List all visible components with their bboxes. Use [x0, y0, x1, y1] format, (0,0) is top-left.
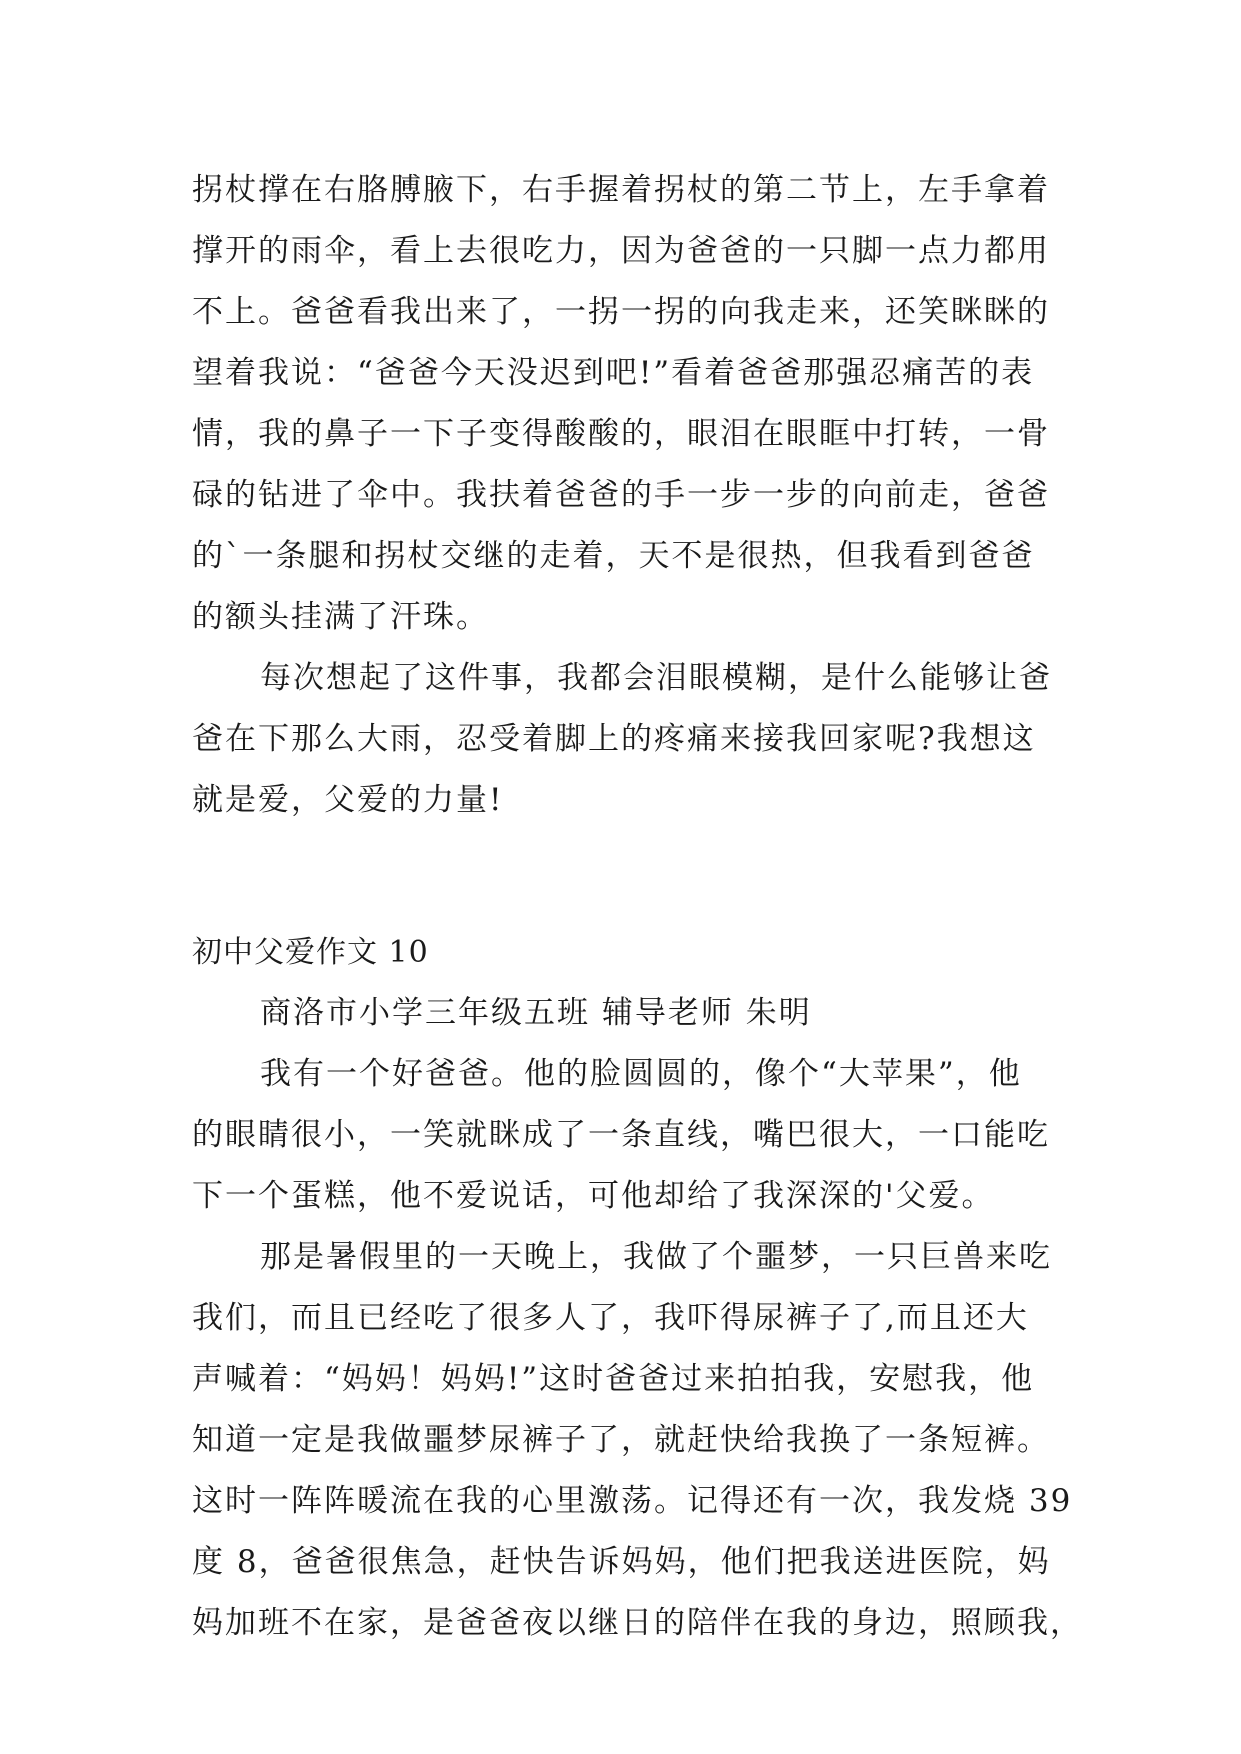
text-line: 那是暑假里的一天晚上，我做了个噩梦，一只巨兽来吃	[260, 1239, 1052, 1275]
text-line: 这时一阵阵暖流在我的心里激荡。记得还有一次，我发烧 39	[192, 1483, 1073, 1519]
essay-byline: 商洛市小学三年级五班 辅导老师 朱明	[260, 995, 812, 1031]
text-line: 下一个蛋糕，他不爱说话，可他却给了我深深的'父爱。	[192, 1178, 995, 1214]
essay-title: 初中父爱作文 10	[192, 935, 429, 970]
essay-paragraph-2	[192, 1227, 1083, 1654]
text-line: 每次想起了这件事，我都会泪眼模糊，是什么能够让爸	[260, 660, 1052, 696]
text-line: 望着我说：“爸爸今天没迟到吧!”看着爸爸那强忍痛苦的表	[192, 355, 1035, 391]
text-line: 拐杖撑在右胳膊腋下，右手握着拐杖的第二节上，左手拿着	[192, 172, 1050, 208]
text-line: 妈加班不在家，是爸爸夜以继日的陪伴在我的身边，照顾我，	[192, 1605, 1083, 1641]
text-line: 就是爱，父爱的力量!	[192, 782, 504, 818]
text-line: 知道一定是我做噩梦尿裤子了，就赶快给我换了一条短裤。	[192, 1422, 1050, 1458]
text-line: 情，我的鼻子一下子变得酸酸的，眼泪在眼眶中打转，一骨	[192, 416, 1050, 452]
section-gap	[192, 831, 1052, 922]
text-line: 声喊着：“妈妈！妈妈!”这时爸爸过来拍拍我，安慰我，他	[192, 1361, 1035, 1397]
essay-paragraph-1	[192, 1044, 1052, 1227]
text-line: 我们，而且已经吃了很多人了，我吓得尿裤子了,而且还大	[192, 1300, 1029, 1336]
text-line: 度 8，爸爸很焦急，赶快告诉妈妈，他们把我送进医院，妈	[192, 1544, 1051, 1580]
paragraph-continued	[192, 160, 1052, 648]
text-line: 的眼睛很小，一笑就眯成了一条直线，嘴巴很大，一口能吃	[192, 1117, 1050, 1153]
text-line: 不上。爸爸看我出来了，一拐一拐的向我走来，还笑眯眯的	[192, 294, 1050, 330]
text-line: 爸在下那么大雨，忍受着脚上的疼痛来接我回家呢?我想这	[192, 721, 1036, 757]
document-page	[192, 160, 1083, 1654]
text-line: 我有一个好爸爸。他的脸圆圆的，像个“大苹果”，他	[260, 1056, 1022, 1092]
text-line: 撑开的雨伞，看上去很吃力，因为爸爸的一只脚一点力都用	[192, 233, 1050, 269]
text-line: 的`一条腿和拐杖交继的走着，天不是很热，但我看到爸爸	[192, 538, 1035, 574]
text-line: 碌的钻进了伞中。我扶着爸爸的手一步一步的向前走，爸爸	[192, 477, 1050, 513]
text-line: 的额头挂满了汗珠。	[192, 599, 489, 635]
paragraph-conclusion	[192, 648, 1052, 831]
